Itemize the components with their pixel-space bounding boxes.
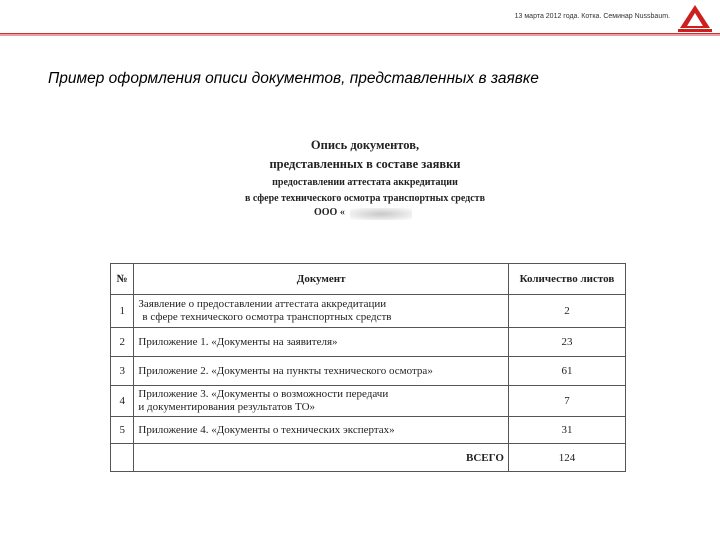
row-document-line: Приложение 3. «Документы о возможности передачи xyxy=(138,388,389,400)
row-document-line: Приложение 2. «Документы на пункты технического осмотра» xyxy=(138,364,433,377)
row-document xyxy=(134,295,509,328)
total-count: 124 xyxy=(508,444,625,472)
table-header-row xyxy=(111,264,626,295)
row-number: 2 xyxy=(111,328,134,357)
row-number: 1 xyxy=(111,295,134,328)
row-number: 3 xyxy=(111,357,134,386)
documents-table xyxy=(110,263,626,472)
column-header-document: Документ xyxy=(134,264,509,295)
row-document-line: Заявление о предоставлении аттестата аккредитации xyxy=(138,298,387,310)
table-row xyxy=(111,357,626,386)
column-header-count: Количество листов xyxy=(508,264,625,295)
row-count: 31 xyxy=(508,417,625,444)
table-row xyxy=(111,295,626,328)
row-document-line: Приложение 1. «Документы на заявителя» xyxy=(138,335,338,348)
redacted-company-name xyxy=(350,208,412,220)
row-document-line: и документирования результатов ТО» xyxy=(138,401,316,413)
total-empty-cell xyxy=(111,444,134,472)
column-header-number: № xyxy=(111,264,134,295)
row-document xyxy=(134,328,509,357)
header-meta-text: 13 марта 2012 года. Котка. Семинар Nussbaum. xyxy=(514,13,670,20)
slide-title: Пример оформления описи документов, представленных в заявке xyxy=(48,70,539,87)
header-divider-shadow xyxy=(0,34,720,36)
company-logo xyxy=(676,4,714,34)
table-row xyxy=(111,417,626,444)
row-document-line: Приложение 4. «Документы о технических экспертах» xyxy=(138,423,395,436)
document-heading-company: ООО « xyxy=(314,207,345,218)
table-row xyxy=(111,386,626,417)
row-count: 7 xyxy=(508,386,625,417)
document-heading-2: представленных в составе заявки xyxy=(269,157,461,171)
row-number: 5 xyxy=(111,417,134,444)
row-count: 23 xyxy=(508,328,625,357)
table-total-row xyxy=(111,444,626,472)
row-document xyxy=(134,417,509,444)
row-document-line: в сфере технического осмотра транспортных средств xyxy=(142,311,392,323)
row-document xyxy=(134,357,509,386)
table-row xyxy=(111,328,626,357)
row-count: 2 xyxy=(508,295,625,328)
row-number: 4 xyxy=(111,386,134,417)
total-label: ВСЕГО xyxy=(134,444,509,472)
row-count: 61 xyxy=(508,357,625,386)
row-document xyxy=(134,386,509,417)
document-heading-1: Опись документов, xyxy=(310,138,420,152)
document-heading-4: в сфере технического осмотра транспортных средств xyxy=(245,193,485,204)
document-heading-3: предоставлении аттестата аккредитации xyxy=(272,177,458,188)
